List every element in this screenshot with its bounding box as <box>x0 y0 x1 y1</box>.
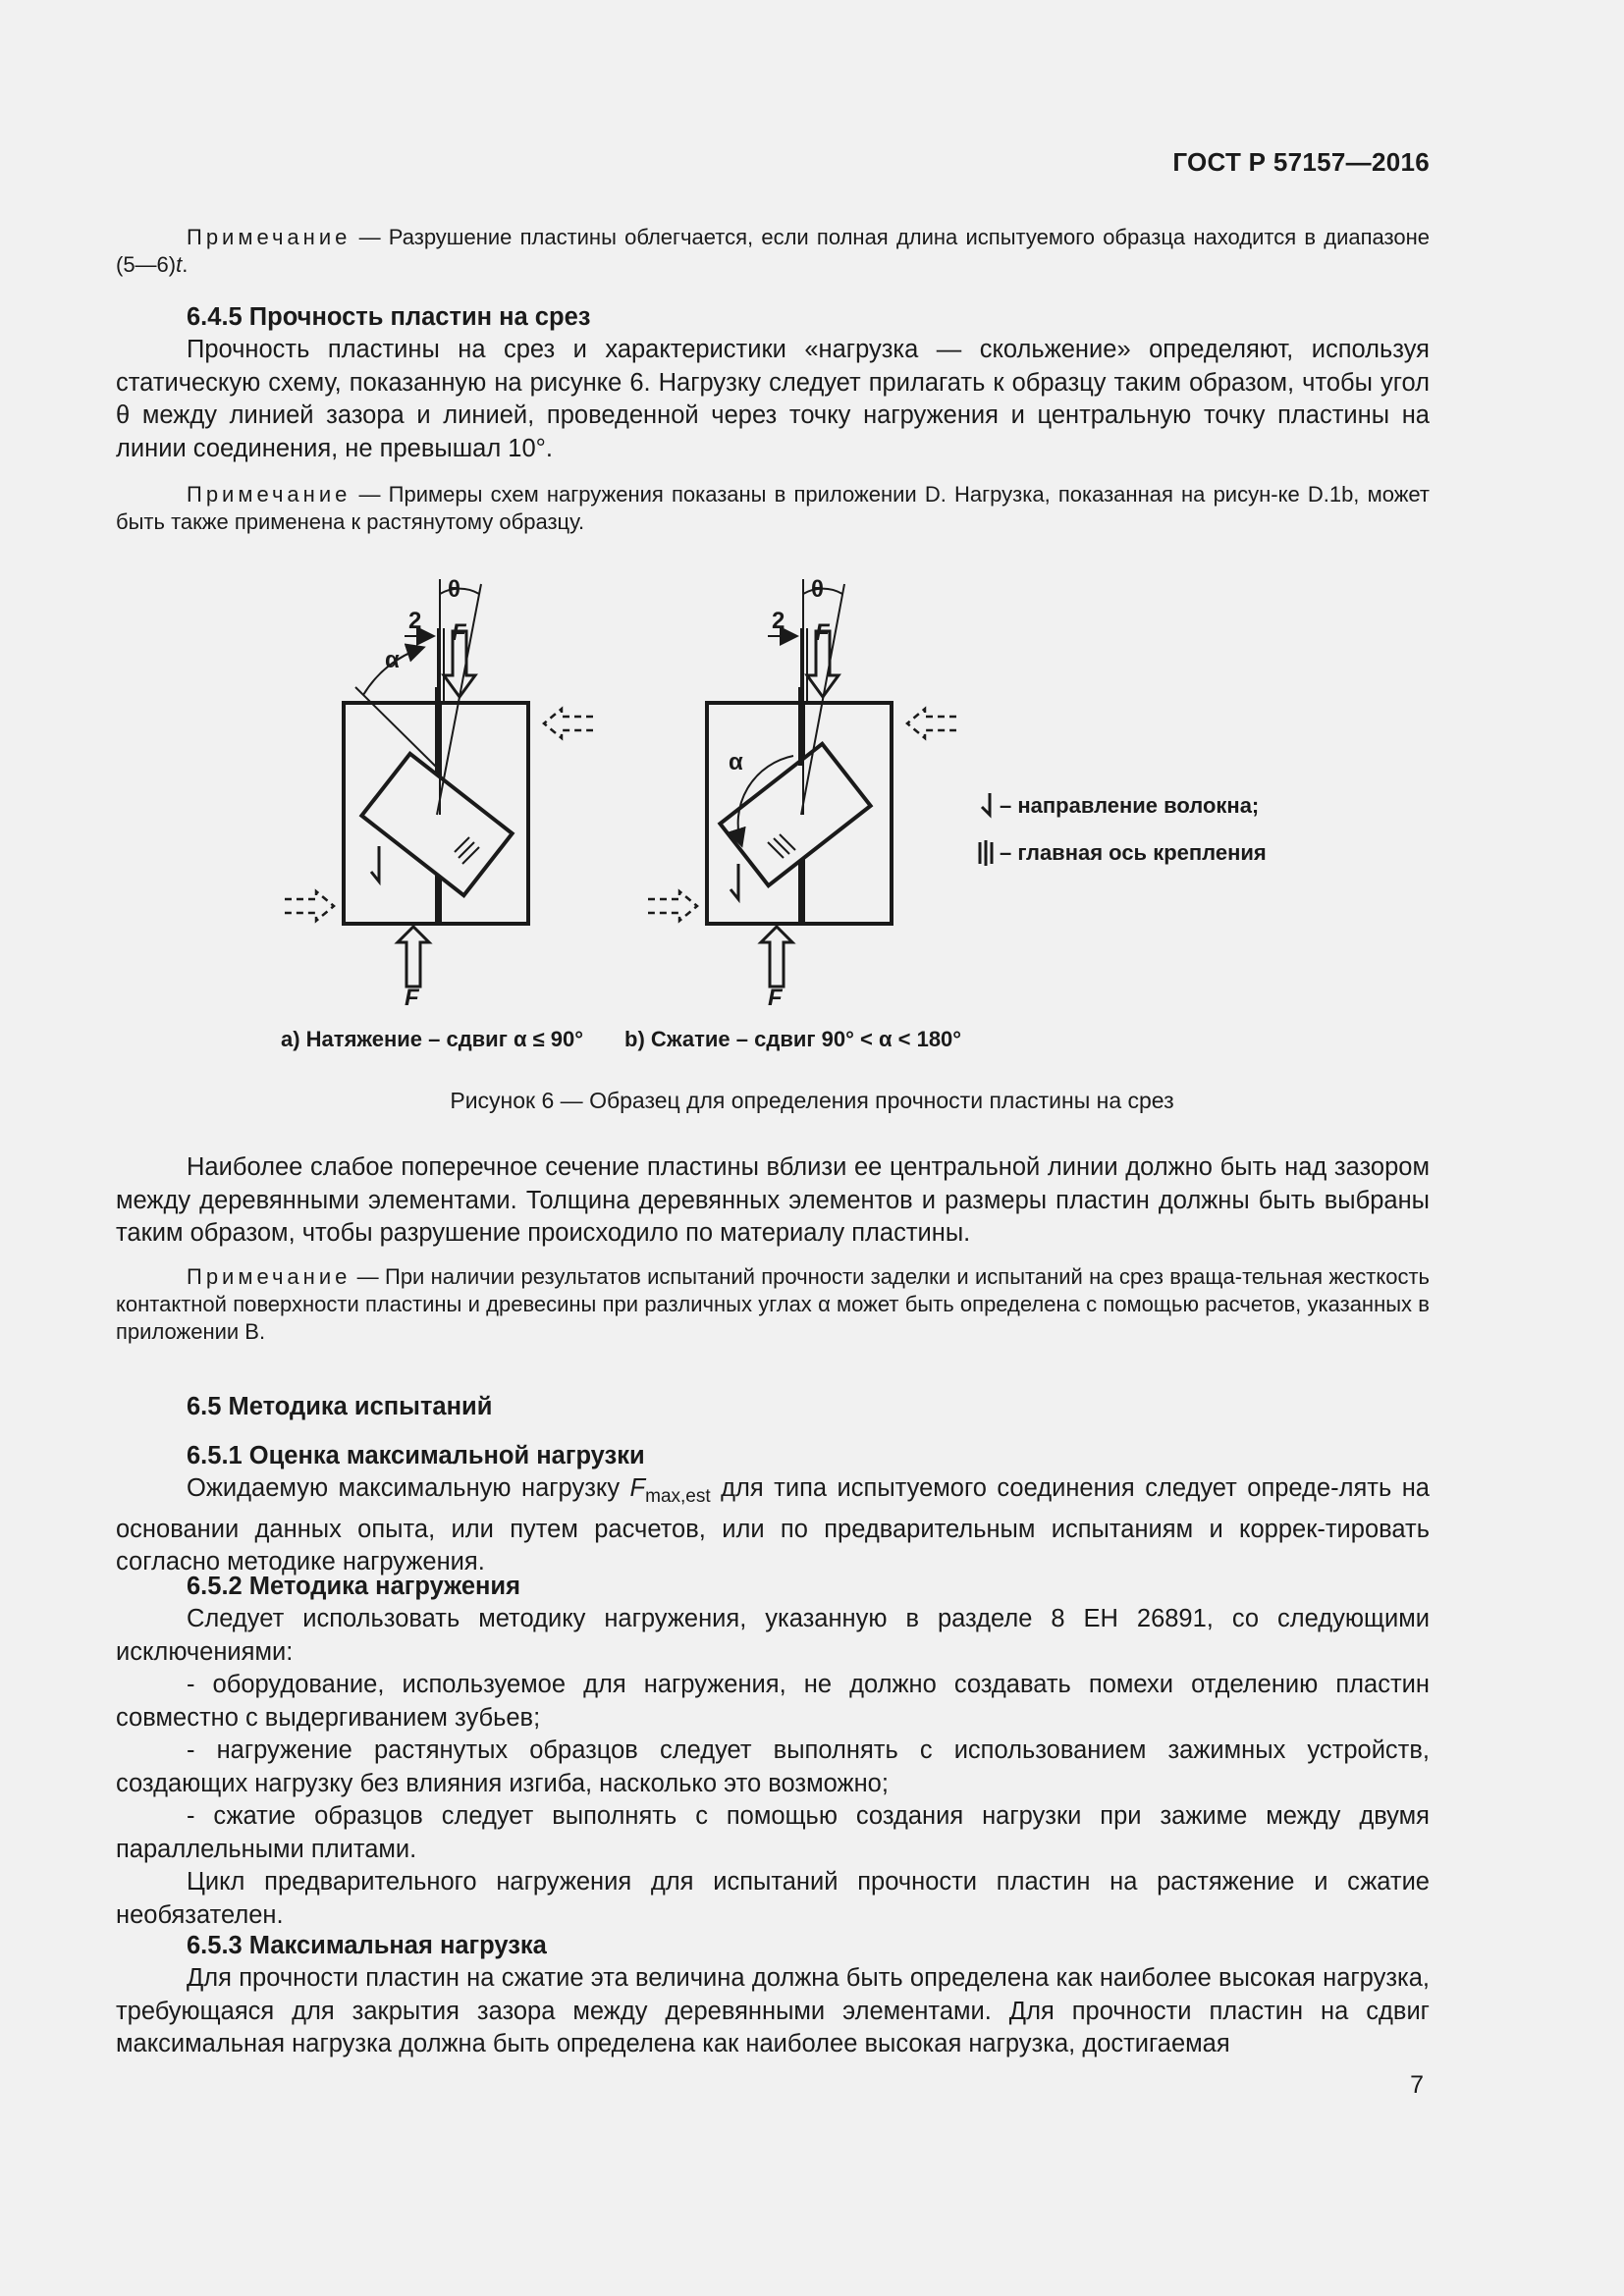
section-paragraph: Для прочности пластин на сжатие эта величина должна быть определена как наиболее высокая нагрузка, требующаяся для закрытия зазора между деревянными элементами. Для прочности пластин на сдвиг максимальная нагрузка должна быть определена как наиболее высокая нагрузка, достигаемая <box>116 1964 1430 2057</box>
section-6-5 <box>116 1391 1430 1423</box>
note-text: Разрушение пластины облегчается, если полная длина испытуемого образца находится в диапазоне (5—6) <box>116 225 1431 277</box>
section-paragraph: Следует использовать методику нагружения, указанную в разделе 8 ЕН 26891, со следующими исключениями: <box>116 1605 1430 1666</box>
subcaption-a: a) Натяжение – сдвиг α ≤ 90° <box>281 1027 584 1051</box>
grain-direction-icon <box>982 793 990 815</box>
subcaption-b: b) Сжатие – сдвиг 90° < α < 180° <box>624 1027 962 1051</box>
paragraph-weak-section: Наиболее слабое поперечное сечение пластины вблизи ее центральной линии должно быть над зазором между деревянными элементами. Толщина деревянных элементов и размеры пластин должны быть выбраны таким образом, чтобы разрушение происходило по материалу пластины. <box>116 1153 1430 1247</box>
force-label-a-top: F <box>452 619 466 646</box>
note-label: Примечание <box>187 225 352 249</box>
note-text: При наличии результатов испытаний прочности заделки и испытаний на срез враща-тельная жесткость контактной поверхности пластины и древесины при различных углах α может быть определена с помощью расчетов, указанных в приложении В. <box>116 1264 1430 1344</box>
section-heading: 6.4.5 Прочность пластин на срез <box>187 303 591 331</box>
note-label: Примечание <box>187 1264 352 1289</box>
diagram-a <box>285 579 593 987</box>
plate-a <box>361 754 512 895</box>
section-heading: 6.5.3 Максимальная нагрузка <box>187 1932 547 1959</box>
list-item: - сжатие образцов следует выполнять с помощью создания нагрузки при зажиме между двумя параллельными плитами. <box>116 1802 1430 1863</box>
section-heading: 6.5 Методика испытаний <box>187 1393 493 1420</box>
alpha-label-b: α <box>729 749 743 775</box>
legend-axis-text: – главная ось крепления <box>1000 840 1267 865</box>
two-label-b: 2 <box>772 608 785 634</box>
note-label: Примечание <box>187 482 352 507</box>
figure-6-diagram <box>0 0 1624 1080</box>
page-number: 7 <box>1410 2071 1424 2099</box>
section-paragraph: Ожидаемую максимальную нагрузку $F_{max,est}$ для типа испытуемого соединения следует опреде-лять на основании данных опыта, или путем расчетов, или по предварительным испытаниям и коррек-тировать согласно методике нагружения. <box>116 1474 1430 1576</box>
force-label-a-bottom: F <box>405 985 419 1011</box>
section-paragraph: Прочность пластины на срез и характеристики «нагрузка — скольжение» определяют, используя статическую схему, показанную на рисунке 6. Нагрузку следует прилагать к образцу таким образом, чтобы угол θ между линией зазора и линией, проведенной через точку нагружения и центральную точку пластины на линии соединения, не превышал 10°. <box>116 336 1430 462</box>
section-paragraph: Цикл предварительного нагружения для испытаний прочности пластин на растяжение и сжатие необязателен. <box>116 1868 1430 1929</box>
section-6-5-3 <box>116 1930 1430 2061</box>
theta-label-b: θ <box>811 576 824 603</box>
section-6-5-2 <box>116 1571 1430 1932</box>
figure-caption: Рисунок 6 — Образец для определения прочности пластины на срез <box>450 1088 1174 1113</box>
note-3: Примечание — При наличии результатов испытаний прочности заделки и испытаний на срез враща-тельная жесткость контактной поверхности пластины и древесины при различных углах α может быть определена с помощью расчетов, указанных в приложении В. <box>116 1264 1430 1344</box>
legend-symbols <box>980 793 992 866</box>
document-header: ГОСТ Р 57157—2016 <box>1172 147 1430 177</box>
section-heading: 6.5.1 Оценка максимальной нагрузки <box>187 1442 645 1469</box>
note-2: Примечание — Примеры схем нагружения показаны в приложении D. Нагрузка, показанная на рисун-ке D.1b, может быть также применена к растянутому образцу. <box>116 482 1430 534</box>
note-1: Примечание — Разрушение пластины облегчается, если полная длина испытуемого образца находится в диапазоне (5—6)t. <box>116 225 1431 277</box>
theta-label-a: θ <box>448 576 460 603</box>
legend-grain-text: – направление волокна; <box>1000 793 1260 818</box>
list-item: - нагружение растянутых образцов следует выполнять с использованием зажимных устройств, создающих нагрузку без влияния изгиба, насколько это возможно; <box>116 1736 1430 1797</box>
note-text: Примеры схем нагружения показаны в приложении D. Нагрузка, показанная на рисун-ке D.1b, может быть также применена к растянутому образцу. <box>116 482 1430 534</box>
section-heading: 6.5.2 Методика нагружения <box>187 1573 520 1600</box>
list-item: - оборудование, используемое для нагружения, не должно создавать помехи отделению пластин совместно с выдергиванием зубьев; <box>116 1671 1430 1732</box>
alpha-label-a: α <box>385 647 400 673</box>
diagram-b <box>648 579 956 987</box>
section-6-5-1 <box>116 1440 1430 1579</box>
force-label-b-top: F <box>815 619 830 646</box>
two-label-a: 2 <box>408 608 422 634</box>
force-label-b-bottom: F <box>768 985 783 1011</box>
